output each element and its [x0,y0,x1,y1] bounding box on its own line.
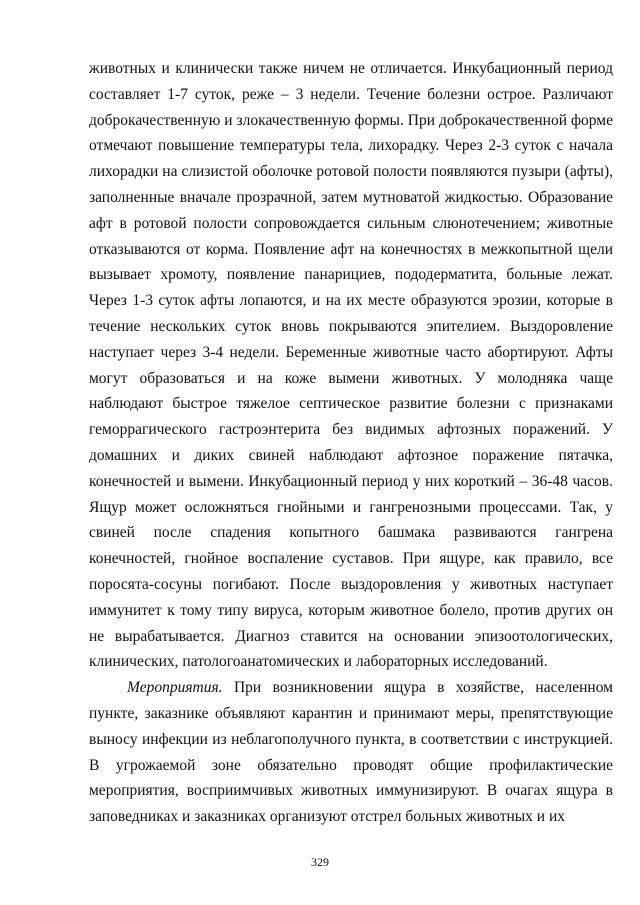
body-text [89,56,613,830]
measures-heading: Мероприятия. [127,679,223,697]
paragraph-measures [89,675,613,830]
page-number: 329 [311,855,329,869]
paragraph-clinical-course: животных и клинически также ничем не отличается. Инкубационный период составляет 1-7 суток, реже – 3 недели. Течение болезни острое. Различают доброкачественную и злокачественную формы. При доброкачественной форме отмечают повышение температуры тела, лихорадку. Через 2-3 суток с начала лихорадки на слизистой оболочке ротовой полости появляются пузыри (афты), заполненные вначале прозрачной, затем мутноватой жидкостью. Образование афт в ротовой полости сопровождается сильным слюнотечением; животные отказываются от корма. Появление афт на конечностях в межкопытной щели вызывает хромоту, появление панарициев, пододерматита, больные лежат. Через 1-3 суток афты лопаются, и на их месте образуются эрозии, которые в течение нескольких суток вновь покрываются эпителием. Выздоровление наступает через 3-4 недели. Беременные животные часто абортируют. Афты могут образоваться и на коже вымени животных. У молодняка чаще наблюдают быстрое тяжелое септическое развитие болезни с признаками геморрагического гастроэнтерита без видимых афтозных поражений. У домашних и диких свиней наблюдают афтозное поражение пятачка, конечностей и вымени. Инкубационный период у них короткий – 36-48 часов. Ящур может осложняться гнойными и гангренозными процессами. Так, у свиней после спадения копытного башмака развиваются гангрена конечностей, гнойное воспаление суставов. При ящуре, как правило, все поросята-сосуны погибают. После выздоровления у животных наступает иммунитет к тому типу вируса, которым животное болело, против других он не вырабатывается. Диагноз ставится на основании эпизоотологических, клинических, патологоанатомических и лабораторных исследований. [89,60,613,671]
measures-body: При возникновении ящура в хозяйстве, населенном пункте, заказнике объявляют карантин и принимают меры, препятствующие выносу инфекции из неблагополучного пункта, в соответствии с инструкцией. В угрожаемой зоне обязательно проводят общие профилактические мероприятия, восприимчивых животных иммунизируют. В очагах ящура в заповедниках и заказниках организуют отстрел больных животных и их [89,679,613,826]
